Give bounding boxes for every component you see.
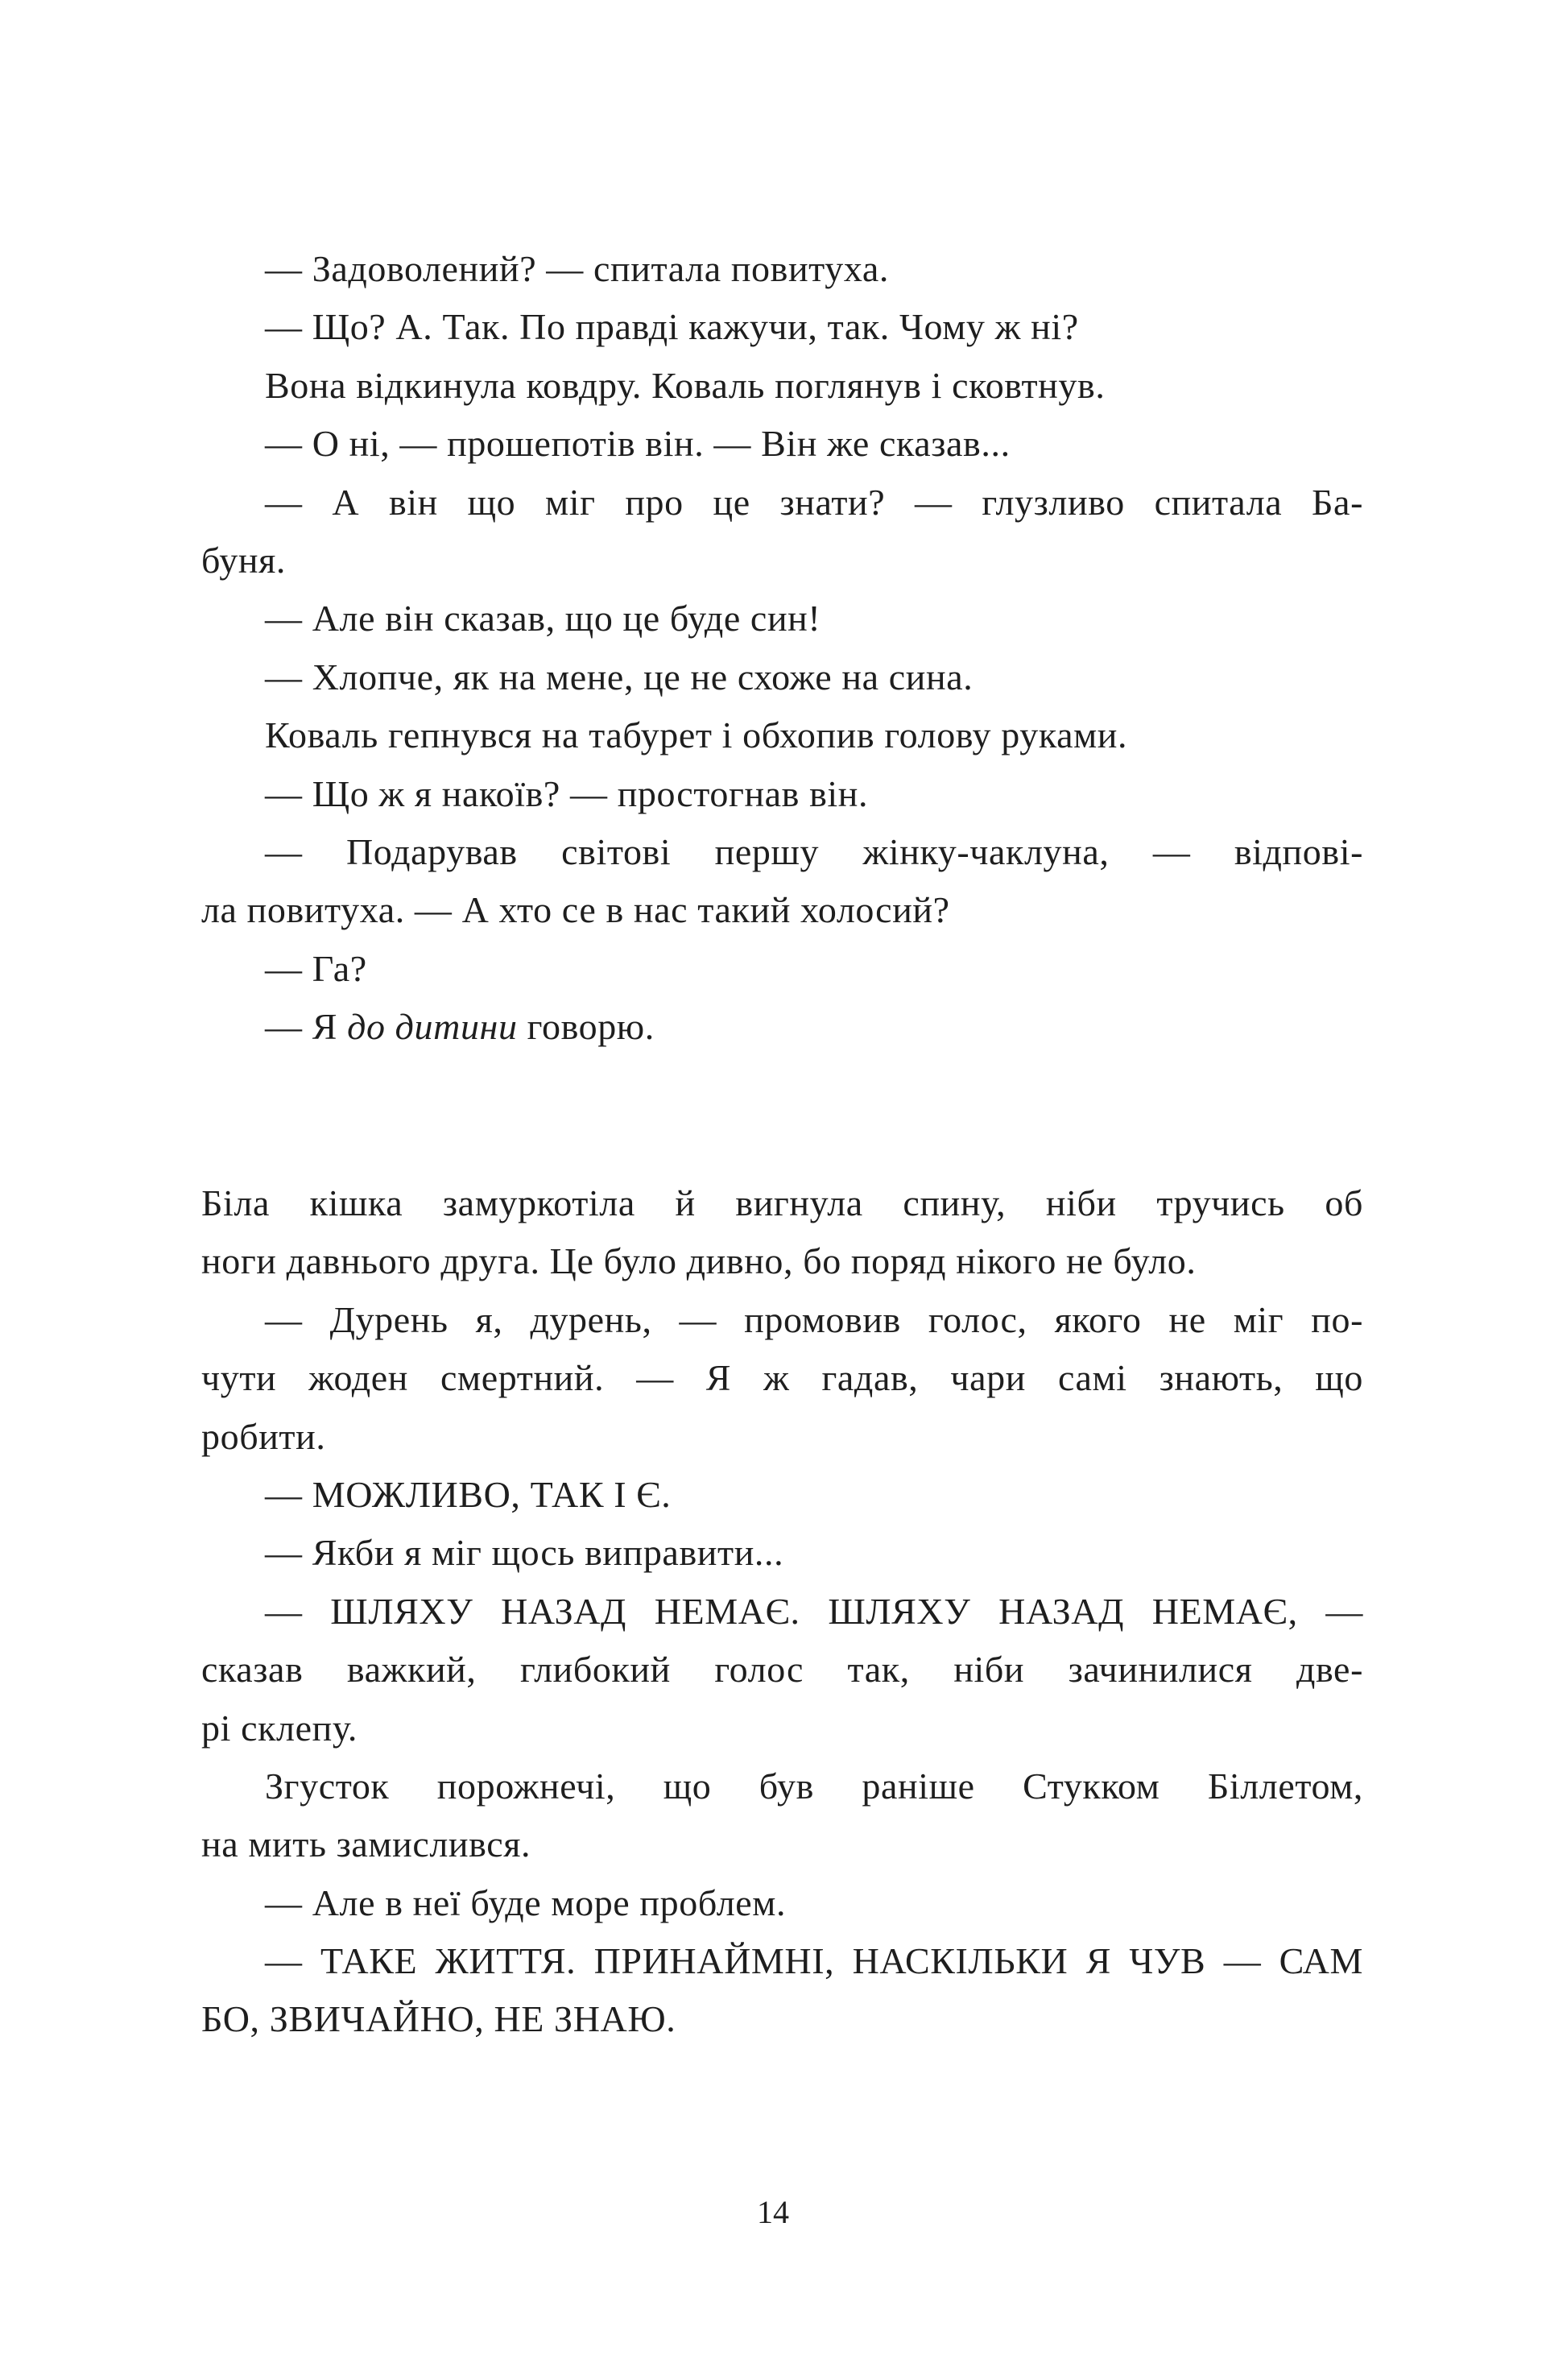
text-line xyxy=(201,474,1363,532)
text-line xyxy=(201,1874,1363,1932)
text-line xyxy=(201,1232,1363,1290)
text-segment: буня. xyxy=(201,539,286,581)
text-segment: — ШЛЯХУ НАЗАД НЕМАЄ. ШЛЯХУ НАЗАД НЕМАЄ, — xyxy=(265,1590,1363,1632)
text-segment: — Га? xyxy=(265,947,367,989)
text-line xyxy=(201,765,1363,823)
text-line xyxy=(201,1815,1363,1873)
text-line xyxy=(201,1291,1363,1349)
text-segment: — Але в неї буде море проблем. xyxy=(265,1881,787,1923)
text-line xyxy=(201,1524,1363,1582)
text-segment: — Але він сказав, що це буде син! xyxy=(265,598,821,639)
text-line xyxy=(201,1699,1363,1757)
text-line xyxy=(201,357,1363,415)
text-segment: — Задоволений? — спитала повитуха. xyxy=(265,248,889,289)
text-segment: робити. xyxy=(201,1415,326,1457)
text-segment: ноги давнього друга. Це було дивно, бо поряд нікого не було. xyxy=(201,1240,1197,1282)
text-line xyxy=(201,1583,1363,1641)
text-line xyxy=(201,1641,1363,1699)
text-line xyxy=(201,240,1363,298)
page-number: 14 xyxy=(757,2194,789,2230)
text-segment: Коваль гепнувся на табурет і обхопив голову руками. xyxy=(265,714,1128,756)
text-segment: чути жоден смертний. — Я ж гадав, чари самі знають, що xyxy=(201,1357,1363,1399)
text-segment: Згусток порожнечі, що був раніше Стукком Біллетом, xyxy=(265,1765,1363,1807)
italic-text: до дитини xyxy=(347,1006,518,1048)
text-line xyxy=(201,940,1363,998)
text-segment: Вона відкинула ковдру. Коваль поглянув і сковтнув. xyxy=(265,364,1106,406)
text-line xyxy=(201,590,1363,648)
text-line xyxy=(201,1990,1363,2048)
text-segment: Біла кішка замуркотіла й вигнула спину, ніби тручись об xyxy=(201,1182,1363,1223)
text-segment: на мить замислився. xyxy=(201,1823,531,1865)
text-line xyxy=(201,1757,1363,1815)
text-segment: сказав важкий, глибокий голос так, ніби зачинилися две- xyxy=(201,1649,1363,1691)
text-segment: — А він що міг про це знати? — глузливо спитала Ба- xyxy=(265,481,1363,523)
text-line xyxy=(201,415,1363,473)
text-line xyxy=(201,1408,1363,1466)
text-segment: — Якби я міг щось виправити... xyxy=(265,1532,784,1574)
text-line xyxy=(201,1174,1363,1232)
text-line xyxy=(201,1466,1363,1524)
text-line xyxy=(201,1349,1363,1407)
text-segment: — О ні, — прошепотів він. — Він же сказав... xyxy=(265,423,1011,465)
text-line xyxy=(201,1932,1363,1990)
text-segment: БО, ЗВИЧАЙНО, НЕ ЗНАЮ. xyxy=(201,1998,676,2040)
text-line xyxy=(201,648,1363,706)
text-segment: — Я xyxy=(265,1006,348,1048)
text-segment: — Хлопче, як на мене, це не схоже на сина. xyxy=(265,656,973,697)
text-section-2 xyxy=(201,1174,1363,2049)
text-line xyxy=(201,532,1363,590)
text-segment: — Подарував світові першу жінку-чаклуна, — відпові- xyxy=(265,830,1363,872)
text-segment: — ТАКЕ ЖИТТЯ. ПРИНАЙМНІ, НАСКІЛЬКИ Я ЧУВ — САМ xyxy=(265,1940,1363,1982)
text-line xyxy=(201,998,1363,1056)
text-line xyxy=(201,706,1363,764)
text-line xyxy=(201,881,1363,939)
text-section-1 xyxy=(201,240,1363,1056)
text-segment: говорю. xyxy=(517,1006,655,1048)
text-segment: — Дурень я, дурень, — промовив голос, якого не міг по- xyxy=(265,1298,1363,1340)
text-segment: — Що ж я накоїв? — простогнав він. xyxy=(265,772,869,814)
text-line xyxy=(201,823,1363,881)
text-segment: ла повитуха. — А хто се в нас такий холосий? xyxy=(201,889,950,931)
text-line xyxy=(201,298,1363,356)
text-segment: — Що? А. Так. По правді кажучи, так. Чому ж ні? xyxy=(265,306,1079,348)
text-segment: — МОЖЛИВО, ТАК І Є. xyxy=(265,1473,672,1515)
text-segment: рі склепу. xyxy=(201,1707,358,1749)
